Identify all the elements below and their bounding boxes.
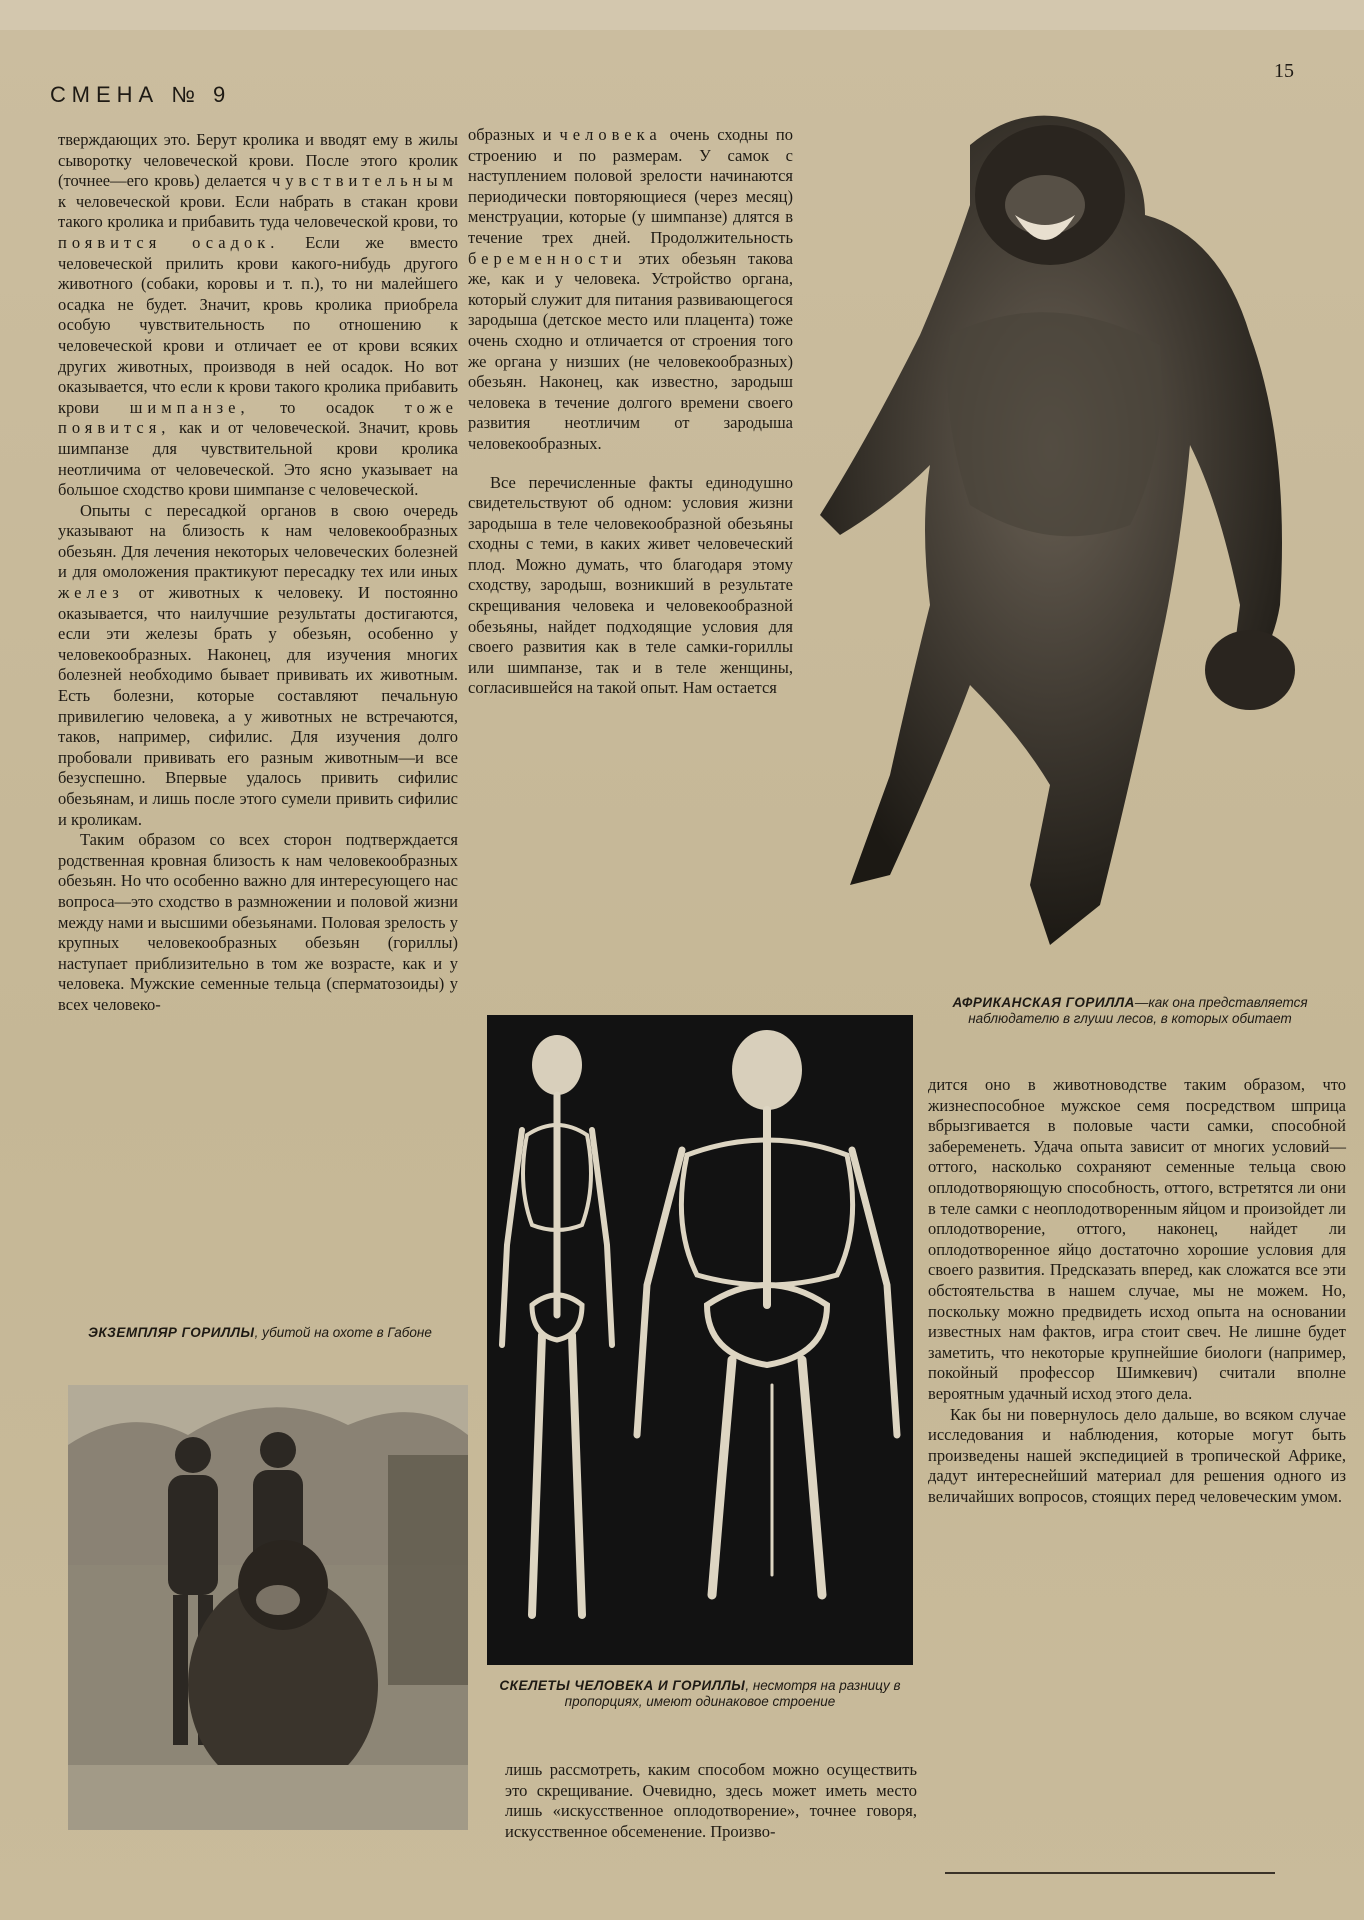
paragraph: дится оно в животноводстве таким образом, что жизнеспособное мужское семя посредством шприца вбрызгивается в половые части самки, способной забеременеть. Удача опыта зависит от многих условий—оттого, насколько сохраняют семенные тельца свою оплодотворяющую способность, оттого, встретятся ли они в теле самки с неоплодотворенным яйцом и произойдет ли оплодотворение, оттого, наконец, найдет ли оплодотворенное яйцо достаточно хорошие условия для своего развития. Предсказать вперед, как сложатся все эти обстоятельства в нашем случае, мы не можем. Но, поскольку можно предвидеть исход опыта на основании известных нам фактов, игра стоит свеч. Не лишне будет заметить, что некоторые крупнейшие биологи (например, покойный профессор Шимкевич) считали вполне вероятным удачный исход этого дела. bbox=[928, 1075, 1346, 1403]
paragraph: лишь рассмотреть, каким способом можно осуществить это скрещивание. Очевидно, здесь может иметь место лишь «искусственное оплодотворение», точнее говоря, искусственное обсеменение. Произво- bbox=[505, 1760, 917, 1841]
paragraph: Как бы ни повернулось дело дальше, во всяком случае исследования и наблюдения, которые могут быть произведены нашей экспедицией в тропической Африке, дадут интереснейший материал для решения одного из величайших вопросов, стоящих перед человеческим умом. bbox=[928, 1404, 1346, 1506]
skeletons-photo bbox=[487, 1015, 913, 1665]
gorilla-caption: АФРИКАНСКАЯ ГОРИЛЛА—как она представляется наблюдателю в глуши лесов, в которых обитает bbox=[952, 995, 1308, 1026]
paragraph: тверждающих это. Берут кролика и вводят ему в жилы сыворотку человеческой крови. После этого кролик (точнее—его кровь) делается чувствительным к человеческой крови. Если набрать в стакан крови такого кролика и прибавить туда человеческой крови, то появится осадок. Если же вместо человеческой прилить крови какого-нибудь другого животного (собаки, коровы и т. п.), то ни малейшего осадка не будет. Значит, кровь кролика приобрела особую чувствительность по отношению к человеческой крови и отличает ее от крови всяких других животных, производя в ней осадок. Но вот оказывается, что если к крови такого кролика прибавить крови шимпанзе, то осадок тоже появится, как и от человеческой. Значит, кровь шимпанзе для чувствительной крови кролика неотличима от человеческой. Это ясно указывает на большое сходство крови шимпанзе с человеческой. bbox=[58, 130, 459, 500]
skeletons-caption: СКЕЛЕТЫ ЧЕЛОВЕКА И ГОРИЛЛЫ, несмотря на разницу в пропорциях, имеют одинаковое строение bbox=[499, 1678, 901, 1709]
paragraph: Таким образом со всех сторон подтверждается родственная кровная близость к нам человекообразных обезьян. Но что особенно важно для интересующего нас вопроса—это сходство в размножении и половой жизни между нами и высшими обезьянами. Половая зрелость у крупных человекообразных обезьян (гориллы) наступает приблизительно в том же возрасте, как и у человека. Мужские семенные тельца (сперматозоиды) у всех человеко- bbox=[58, 830, 458, 1014]
magazine-page bbox=[0, 30, 1364, 1920]
emphasis: шимпанзе, bbox=[129, 397, 250, 417]
hunt-caption: ЭКЗЕМПЛЯР ГОРИЛЛЫ, убитой на охоте в Габоне bbox=[88, 1325, 432, 1340]
paragraph: Все перечисленные факты единодушно свидетельствуют об одном: условия жизни зародыша в теле человекообразной обезьяны сходны с теми, в каких живет человеческий плод. Можно думать, что благодаря этому сходству, зародыш, возникший в результате скрещивания человека и человекообразной обезьяны, найдет подходящие условия для своего развития как в теле самки-гориллы или шимпанзе, так и в теле женщины, согласившейся на такой опыт. Нам остается bbox=[468, 472, 793, 698]
african-gorilla-illustration bbox=[800, 85, 1340, 985]
emphasis: беременности bbox=[468, 248, 627, 268]
emphasis: появится осадок. bbox=[58, 232, 280, 252]
end-rule bbox=[945, 1872, 1275, 1874]
article-column-3 bbox=[928, 1075, 1346, 1507]
paragraph: Опыты с пересадкой органов в свою очередь указывают на близость к нам человекообразных обезьян. Для лечения некоторых человеческих болезней и для омоложения практикуют пересадку тех или иных желез от животных к человеку. И постоянно оказывается, что наилучшие результаты достигаются, если эти железы брать у обезьян, особенно у человекообразных. Наконец, для изучения многих болезней необходимо бывает прививать их животным. Есть болезни, которые составляют печальную привилегию человека, а у животных не встречаются, таков, например, сифилис. Для изучения долго пробовали прививать его разным животным—и все безуспешно. Впервые удалось привить сифилис обезьянам, и лишь после этого сумели привить сифилис и кроликам. bbox=[58, 500, 458, 829]
article-column-1 bbox=[58, 130, 458, 1016]
emphasis: желез bbox=[58, 583, 124, 603]
article-column-2-continued bbox=[505, 1760, 917, 1842]
emphasis: тоже появится, bbox=[58, 397, 459, 438]
page-number: 15 bbox=[1274, 60, 1294, 82]
paragraph: образных и человека очень сходны по строению и по размерам. У самок с наступлением половой зрелости начинаются периодически повторяющиеся (через месяц) менструации, которые (у шимпанзе) длятся в течение трех дней. Продолжительность беременности этих обезьян такова же, как и у человека. Устройство органа, который служит для питания развивающегося зародыша (детское место или плацента) тоже очень сходно и отличается от строения того же органа у низших (не человекообразных) обезьян. Наконец, как известно, зародыш человека в течение долгого времени своего развития неотличим от зародыша человекообразных. bbox=[468, 125, 794, 453]
emphasis: чувствительным bbox=[271, 171, 458, 191]
magazine-header: СМЕНА № 9 bbox=[50, 82, 232, 107]
emphasis: человека bbox=[559, 125, 662, 144]
article-column-2 bbox=[468, 125, 793, 699]
gorilla-hunt-photo bbox=[68, 1385, 468, 1830]
